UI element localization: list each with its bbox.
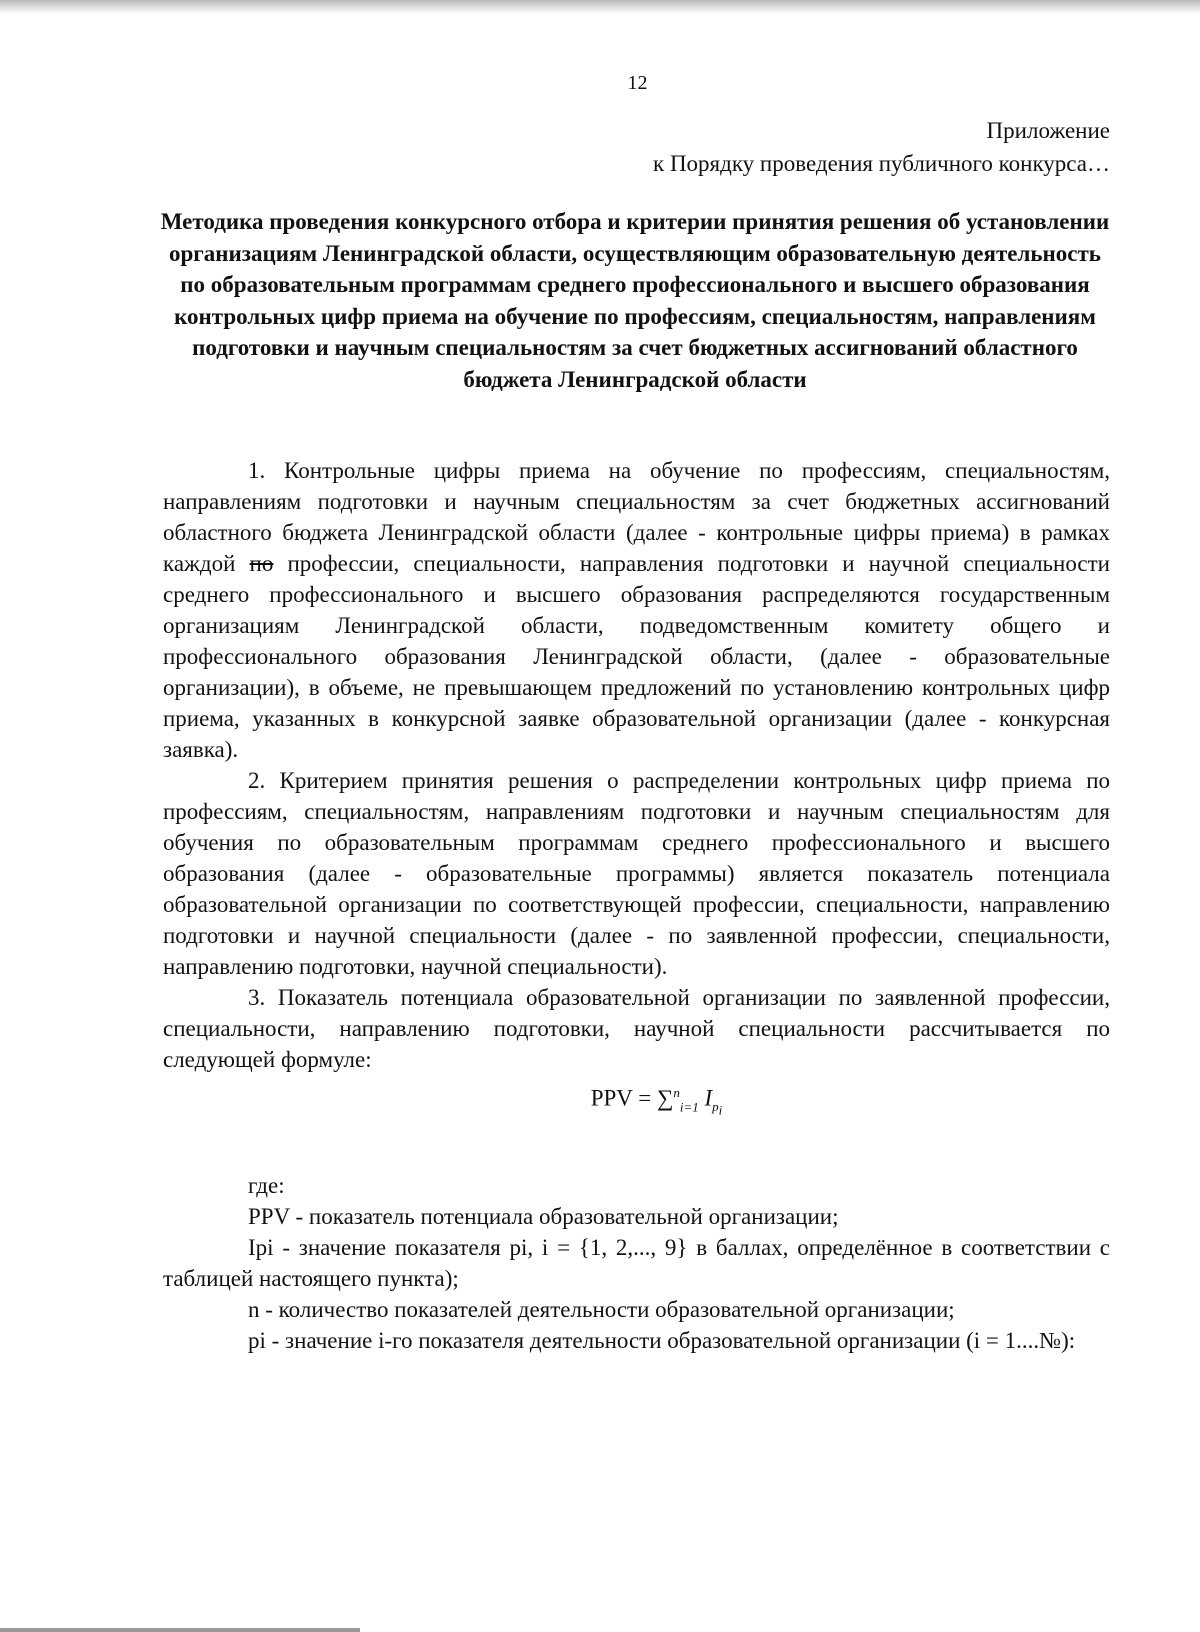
document-title: Методика проведения конкурсного отбора и критерии принятия решения об установлении организациям Ленинградской области, осуществляющим образовательную деятельность по образовательным программам среднего профессионального и высшего образования контрольных цифр приема на обучение по профессиям, специальностям, направлениям подготовки и научным специальностям за счет бюджетных ассигнований областного бюджета Ленинградской области [160, 209, 1110, 392]
struck-word: по [249, 551, 274, 576]
scan-edge-top [0, 0, 1200, 14]
definition-ppv: PPV - показатель потенциала образовательной организации; [248, 1203, 839, 1229]
formula-lower-limit: i=1 [679, 1099, 699, 1115]
where-label: где: [248, 1172, 285, 1198]
paragraph-2: 2. Критерием принятия решения о распределении контрольных цифр приема по профессиям, специальностям, направлениям подготовки и научным специальностям для обучения по образовательным программам среднего профессионального и высшего образования (далее - образовательные программы) является показатель потенциала образовательной организации по соответствующей профессии, специальности, направлению подготовки и научной специальности (далее - по заявленной профессии, специальности, направлению подготовки, научной специальности). [163, 768, 1110, 979]
scan-edge-bottom [0, 1628, 360, 1632]
formula-term-sub: p [712, 1099, 719, 1115]
paragraph-1-text-b: профессии, специальности, направления подготовки и научной специальности среднего профессионального и высшего образования распределяются государственным организациям Ленинградской области, подведомственным комитету общего и профессионального образования Ленинградской области, (далее - образовательные организации), в объеме, не превышающем предложений по установлению контрольных цифр приема, указанных в конкурсной заявке образовательной организации (далее - конкурсная заявка). [163, 551, 1110, 762]
page-number: 12 [627, 72, 648, 94]
appendix-header [653, 114, 1110, 180]
definition-n: n - количество показателей деятельности образовательной организации; [248, 1296, 955, 1322]
document-body [163, 455, 1110, 1356]
formula-term-sub2: i [718, 1102, 723, 1118]
paragraph-3: 3. Показатель потенциала образовательной организации по заявленной профессии, специальности, направлению подготовки, научной специальности рассчитывается по следующей формуле: [163, 985, 1110, 1072]
paragraph-1-text-a: 1. Контрольные цифры приема на обучение по профессиям, специальностям, направлениям подготовки и научным специальностям за счет бюджетных ассигнований областного бюджета Ленинградской области (далее - контрольные цифры приема) в рамках каждой [163, 458, 1110, 576]
formula-term: I [704, 1085, 713, 1111]
definition-pi: pi - значение i-го показателя деятельности образовательной организации (i = 1....№): [248, 1327, 1076, 1353]
formula-equals: = [632, 1085, 657, 1111]
paragraph-1 [163, 455, 1110, 765]
appendix-line-1: Приложение [986, 118, 1110, 143]
formula-sigma: ∑ [656, 1085, 674, 1111]
formula-lhs: PPV [590, 1085, 633, 1111]
formula-upper-limit: n [673, 1085, 680, 1100]
appendix-line-2: к Порядку проведения публичного конкурса… [653, 151, 1110, 176]
definition-ipi: Ipi - значение показателя pi, i = {1, 2,..., 9} в баллах, определённое в соответствии с таблицей настоящего пункта); [163, 1234, 1110, 1291]
formula [163, 1077, 1110, 1126]
